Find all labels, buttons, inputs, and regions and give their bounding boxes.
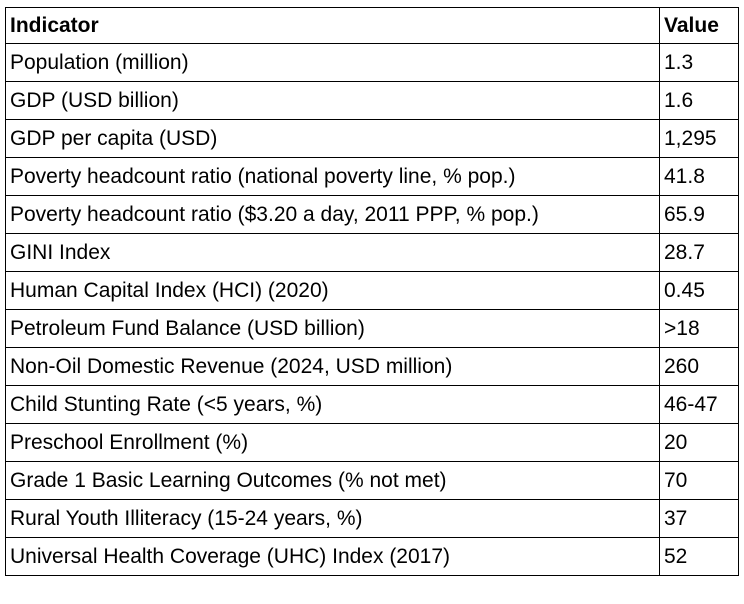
value-cell: >18 [660,310,739,348]
indicator-cell: Poverty headcount ratio (national poverty line, % pop.) [6,158,660,196]
indicator-cell: Child Stunting Rate (<5 years, %) [6,386,660,424]
value-cell: 52 [660,538,739,576]
table-row [6,348,739,386]
value-cell: 0.45 [660,272,739,310]
table-row [6,538,739,576]
indicator-cell: Universal Health Coverage (UHC) Index (2017) [6,538,660,576]
table-row [6,310,739,348]
value-cell: 41.8 [660,158,739,196]
indicator-cell: Population (million) [6,44,660,82]
table-row [6,196,739,234]
table-row [6,500,739,538]
value-cell: 65.9 [660,196,739,234]
table-row [6,158,739,196]
header-indicator: Indicator [6,8,660,44]
indicator-cell: GDP (USD billion) [6,82,660,120]
table-row [6,82,739,120]
value-cell: 46-47 [660,386,739,424]
indicator-cell: Petroleum Fund Balance (USD billion) [6,310,660,348]
value-cell: 1.3 [660,44,739,82]
table-row [6,386,739,424]
value-cell: 20 [660,424,739,462]
table-row [6,272,739,310]
indicator-cell: Human Capital Index (HCI) (2020) [6,272,660,310]
indicator-cell: GINI Index [6,234,660,272]
indicator-cell: Grade 1 Basic Learning Outcomes (% not met) [6,462,660,500]
value-cell: 28.7 [660,234,739,272]
table-row [6,462,739,500]
table-row [6,44,739,82]
value-cell: 70 [660,462,739,500]
indicator-cell: Preschool Enrollment (%) [6,424,660,462]
indicator-cell: GDP per capita (USD) [6,120,660,158]
table-row [6,120,739,158]
indicator-table [5,7,739,576]
table-row [6,424,739,462]
value-cell: 260 [660,348,739,386]
value-cell: 1,295 [660,120,739,158]
table-header-row [6,8,739,44]
indicator-cell: Rural Youth Illiteracy (15-24 years, %) [6,500,660,538]
indicator-cell: Poverty headcount ratio ($3.20 a day, 2011 PPP, % pop.) [6,196,660,234]
indicator-table-container [5,7,739,576]
value-cell: 37 [660,500,739,538]
header-value: Value [660,8,739,44]
table-row [6,234,739,272]
value-cell: 1.6 [660,82,739,120]
indicator-cell: Non-Oil Domestic Revenue (2024, USD million) [6,348,660,386]
